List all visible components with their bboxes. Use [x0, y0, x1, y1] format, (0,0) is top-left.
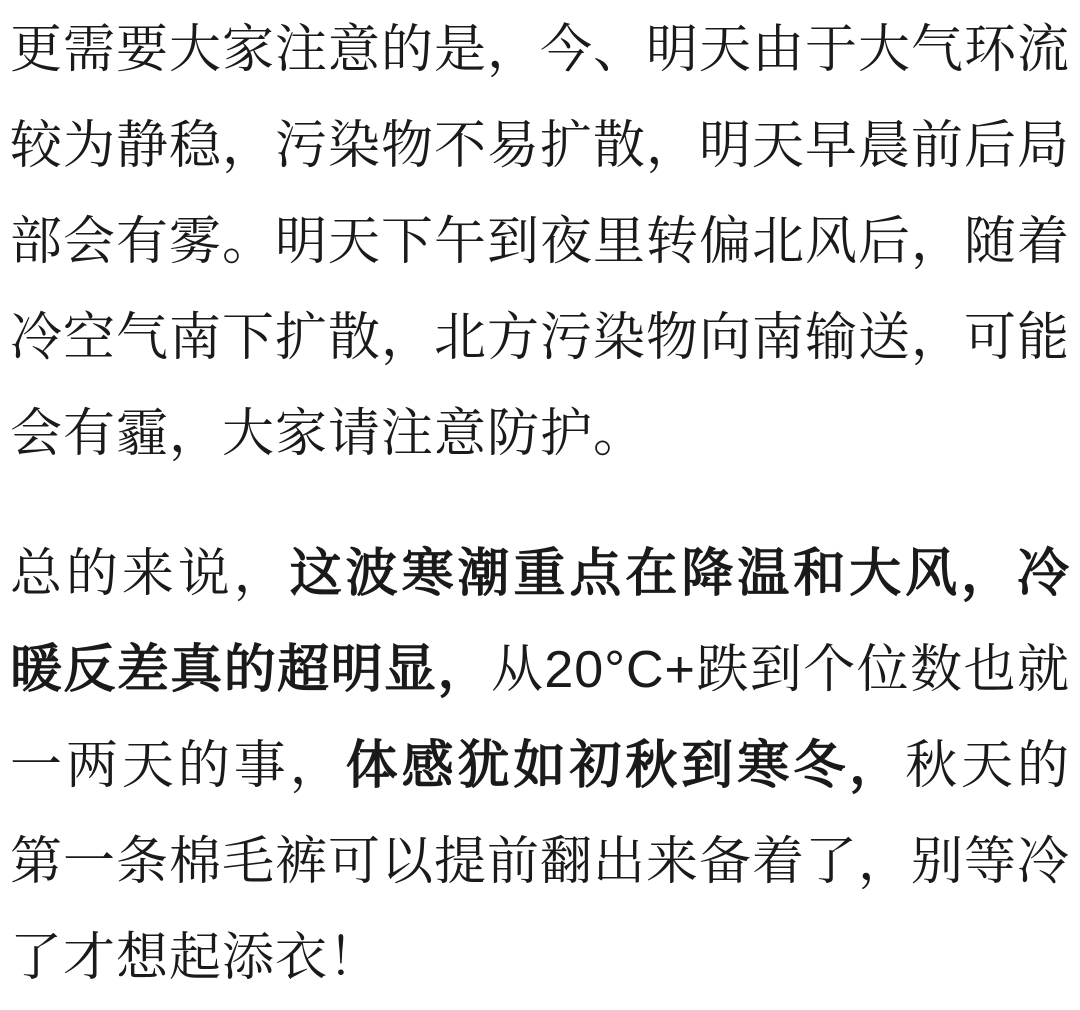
text-segment-bold: 这波寒潮重点在降温和大风，冷暖反差真的超明显， [10, 545, 1070, 699]
article-paragraph [10, 526, 1070, 1006]
text-segment: 从20°C+跌到个位数也就一两天的事， [10, 641, 1070, 795]
article-paragraph [10, 2, 1070, 482]
text-segment-bold: 体感犹如初秋到寒冬， [345, 737, 906, 795]
text-segment: 更需要大家注意的是，今、明天由于大气环流较为静稳，污染物不易扩散，明天早晨前后局部会有雾。明天下午到夜里转偏北风后，随着冷空气南下扩散，北方污染物向南输送，可能会有霾，大家请注意防护。 [10, 21, 1071, 463]
text-segment: 秋天的第一条棉毛裤可以提前翻出来备着了，别等冷了才想起添衣！ [10, 737, 1071, 987]
text-segment: 总的来说， [10, 545, 290, 603]
